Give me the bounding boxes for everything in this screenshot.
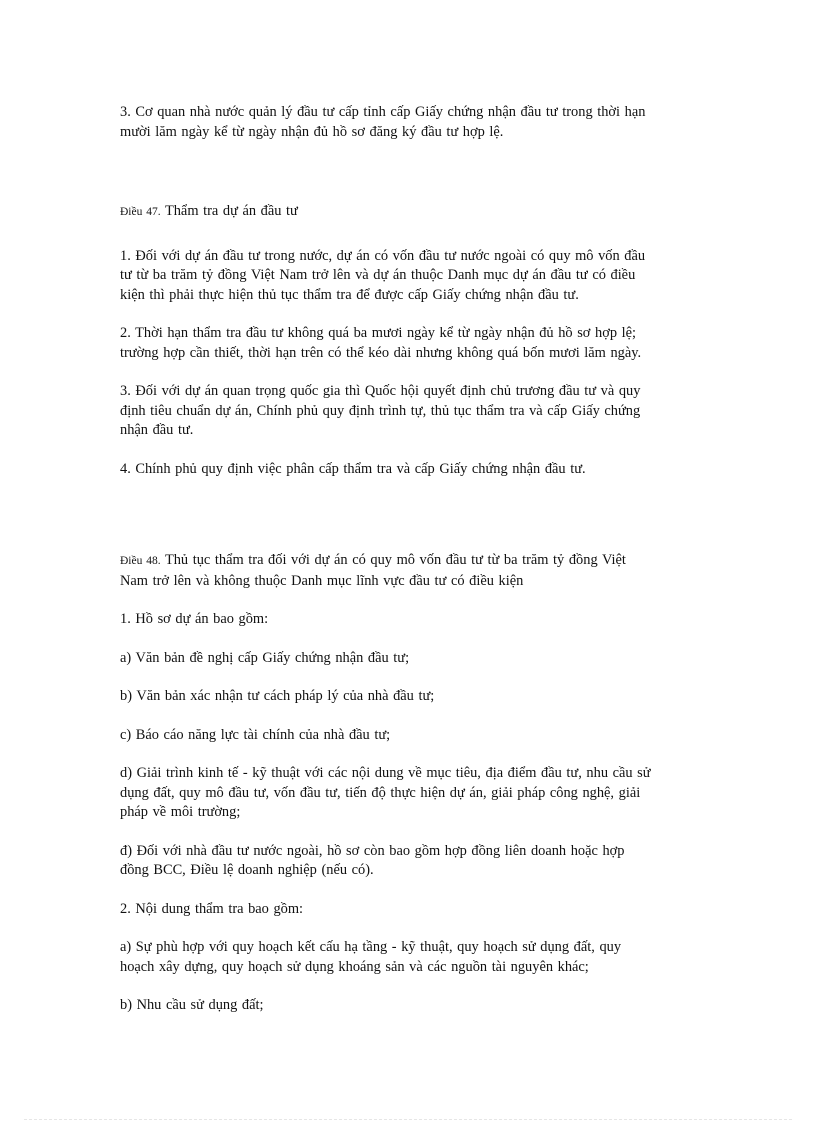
text-line: 1. Đối với dự án đầu tư trong nước, dự án có vốn đầu tư nước ngoài có quy mô vốn đầu: [120, 247, 646, 264]
article-number: Điều 47.: [120, 206, 161, 218]
text-line: 2. Nội dung thẩm tra bao gồm:: [120, 900, 304, 917]
article-47-clause-2: [120, 324, 690, 363]
article-title: Nam trở lên và không thuộc Danh mục lĩnh vực đầu tư có điều kiện: [120, 572, 524, 589]
article-47-clause-1: [120, 247, 690, 306]
text-line: pháp về môi trường;: [120, 804, 241, 820]
text-line: 2. Thời hạn thẩm tra đầu tư không quá ba mươi ngày kể từ ngày nhận đủ hồ sơ hợp lệ;: [120, 325, 636, 341]
article-48-clause-1a: [120, 649, 690, 669]
text-line: đồng BCC, Điều lệ doanh nghiệp (nếu có).: [120, 862, 374, 878]
text-line: b) Nhu cầu sử dụng đất;: [120, 997, 264, 1013]
text-line: 3. Cơ quan nhà nước quản lý đầu tư cấp tỉnh cấp Giấy chứng nhận đầu tư trong thời hạn: [120, 104, 646, 120]
article-48-heading: [120, 551, 690, 591]
text-line: mười lăm ngày kể từ ngày nhận đủ hồ sơ đăng ký đầu tư hợp lệ.: [120, 123, 504, 140]
article-47-clause-3: [120, 382, 690, 441]
page-bottom-divider: [24, 1119, 792, 1120]
article-48-clause-2a: [120, 938, 690, 977]
article-title: Thẩm tra dự án đầu tư: [160, 203, 298, 219]
article-48-clause-1: [120, 610, 690, 630]
document-body: [120, 103, 690, 1016]
text-line: đ) Đối với nhà đầu tư nước ngoài, hồ sơ còn bao gồm hợp đồng liên doanh hoặc hợp: [120, 842, 625, 859]
article-47-clause-4: [120, 460, 690, 480]
article-46-clause-3: [120, 103, 690, 142]
article-number: Điều 48.: [120, 555, 161, 567]
text-line: trường hợp cần thiết, thời hạn trên có thể kéo dài nhưng không quá bốn mươi lăm ngày.: [120, 344, 642, 361]
text-line: kiện thì phải thực hiện thủ tục thẩm tra để được cấp Giấy chứng nhận đầu tư.: [120, 286, 579, 303]
text-line: a) Văn bản đề nghị cấp Giấy chứng nhận đầu tư;: [120, 649, 410, 666]
article-48-clause-1dd: [120, 842, 690, 881]
text-line: b) Văn bản xác nhận tư cách pháp lý của nhà đầu tư;: [120, 688, 435, 704]
text-line: dụng đất, quy mô đầu tư, vốn đầu tư, tiến độ thực hiện dự án, giải pháp công nghệ, giải: [120, 784, 641, 801]
article-48-clause-1d: [120, 764, 690, 823]
text-line: a) Sự phù hợp với quy hoạch kết cấu hạ tầng - kỹ thuật, quy hoạch sử dụng đất, quy: [120, 939, 622, 955]
article-48-clause-1c: [120, 726, 690, 746]
text-line: 3. Đối với dự án quan trọng quốc gia thì Quốc hội quyết định chủ trương đầu tư và quy: [120, 383, 641, 399]
article-48-clause-2: [120, 900, 690, 920]
text-line: 4. Chính phủ quy định việc phân cấp thẩm tra và cấp Giấy chứng nhận đầu tư.: [120, 460, 586, 477]
article-48-clause-2b: [120, 996, 690, 1016]
text-line: d) Giải trình kinh tế - kỹ thuật với các nội dung về mục tiêu, địa điểm đầu tư, nhu cầu sử: [120, 765, 651, 781]
text-line: định tiêu chuẩn dự án, Chính phủ quy định trình tự, thủ tục thẩm tra và cấp Giấy chứng: [120, 402, 641, 419]
text-line: nhận đầu tư.: [120, 422, 194, 438]
article-47-heading: [120, 202, 690, 223]
text-line: tư từ ba trăm tỷ đồng Việt Nam trở lên và dự án thuộc Danh mục dự án đầu tư có điều: [120, 267, 636, 283]
text-line: c) Báo cáo năng lực tài chính của nhà đầu tư;: [120, 726, 391, 743]
article-title: Thủ tục thẩm tra đối với dự án có quy mô vốn đầu tư từ ba trăm tỷ đồng Việt: [160, 552, 626, 568]
text-line: 1. Hồ sơ dự án bao gồm:: [120, 611, 269, 627]
article-48-clause-1b: [120, 687, 690, 707]
text-line: hoạch xây dựng, quy hoạch sử dụng khoáng sản và các nguồn tài nguyên khác;: [120, 958, 589, 975]
